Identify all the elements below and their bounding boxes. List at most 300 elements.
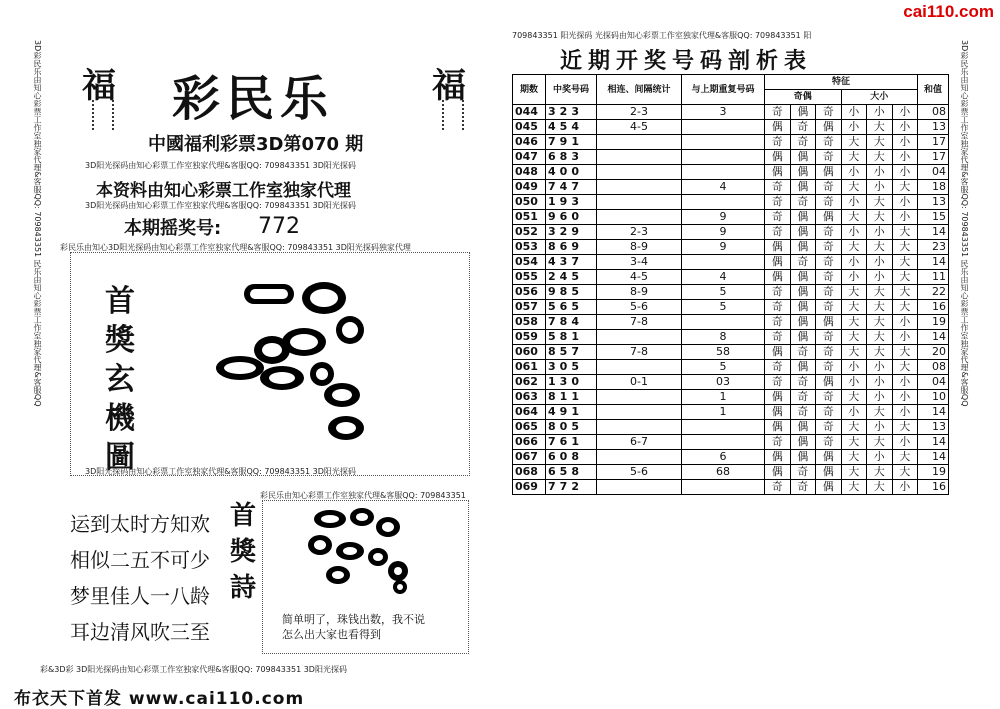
col-adjacent: 相连、间隔统计 (597, 75, 682, 105)
title-char-1: 彩 (172, 71, 227, 127)
cell-adjacent: 2-3 (597, 225, 682, 240)
cell-oe2: 偶 (816, 465, 842, 480)
cell-adjacent: 6-7 (597, 435, 682, 450)
cell-number (546, 105, 597, 120)
cell-oe1: 偶 (790, 300, 816, 315)
cell-sz1: 小 (867, 360, 893, 375)
cell-sz1: 大 (867, 120, 893, 135)
digit: 3 (548, 225, 560, 238)
cell-period: 063 (513, 390, 546, 405)
cell-sz1: 大 (867, 240, 893, 255)
cell-oe2: 奇 (816, 255, 842, 270)
digit: 5 (571, 300, 583, 313)
digit: 5 (548, 330, 560, 343)
cell-period: 061 (513, 360, 546, 375)
digit: 6 (548, 465, 560, 478)
cell-number (546, 345, 597, 360)
puzzle-char-3: 玄 (105, 362, 135, 397)
cell-number (546, 465, 597, 480)
cell-period: 046 (513, 135, 546, 150)
cell-period: 062 (513, 375, 546, 390)
footer-banner: 彩&3D彩 3D阳光探码由知心彩票工作室独家代理&客服QQ: 709843351 3D阳光探码 (40, 665, 347, 674)
side-vertical-text: 3D彩民乐由知心彩票工作室独家代理&客服QQ: 709843351 民乐由知心彩票工作室独家代理&客服QQ (33, 40, 42, 407)
cell-adjacent (597, 210, 682, 225)
cell-adjacent: 4-5 (597, 120, 682, 135)
cell-sum: 16 (918, 300, 949, 315)
cell-period: 053 (513, 240, 546, 255)
digit: 9 (571, 225, 583, 238)
digit: 8 (559, 150, 572, 163)
cell-repeat: 58 (682, 345, 765, 360)
cell-adjacent: 3-4 (597, 255, 682, 270)
cell-oe1: 奇 (790, 465, 816, 480)
cell-oe0: 偶 (765, 270, 791, 285)
digit: 3 (571, 150, 583, 163)
cell-adjacent: 5-6 (597, 300, 682, 315)
cell-sz2: 小 (892, 210, 918, 225)
cell-sz2: 小 (892, 480, 918, 495)
col-size: 大小 (841, 90, 918, 105)
cell-oe2: 奇 (816, 300, 842, 315)
cell-repeat: 5 (682, 300, 765, 315)
cell-adjacent (597, 420, 682, 435)
cell-sz0: 大 (841, 210, 867, 225)
cell-number (546, 420, 597, 435)
cell-sum: 14 (918, 225, 949, 240)
table-title: 近期开奖号码剖析表 (560, 48, 813, 74)
poem-line-4: 耳边清风吹三至 (70, 620, 210, 644)
digit: 2 (559, 105, 572, 118)
cell-oe1: 奇 (790, 405, 816, 420)
cell-oe1: 偶 (790, 360, 816, 375)
cell-sz0: 大 (841, 300, 867, 315)
cell-number (546, 405, 597, 420)
cell-sz0: 小 (841, 225, 867, 240)
digit: 0 (559, 165, 572, 178)
cell-repeat (682, 480, 765, 495)
cell-oe2: 奇 (816, 150, 842, 165)
cell-sz2: 小 (892, 390, 918, 405)
digit: 0 (571, 375, 583, 388)
cell-number (546, 255, 597, 270)
draw-number: 772 (258, 214, 300, 239)
cell-sum: 04 (918, 165, 949, 180)
digit: 7 (548, 135, 560, 148)
table-row (513, 435, 949, 450)
digit: 8 (571, 450, 583, 463)
fu-left-tassel (92, 100, 114, 130)
cell-sz0: 大 (841, 315, 867, 330)
cell-sum: 13 (918, 420, 949, 435)
cell-adjacent: 7-8 (597, 345, 682, 360)
cell-sum: 17 (918, 135, 949, 150)
cell-sz0: 小 (841, 360, 867, 375)
cell-sz1: 大 (867, 345, 893, 360)
cell-sz0: 大 (841, 285, 867, 300)
cell-sz0: 小 (841, 165, 867, 180)
poster-subtitle: 中國福利彩票3D第070 期 (148, 134, 364, 155)
cell-oe1: 奇 (790, 195, 816, 210)
table-row (513, 420, 949, 435)
cell-adjacent: 8-9 (597, 285, 682, 300)
digit: 7 (571, 345, 583, 358)
cell-repeat (682, 165, 765, 180)
cell-oe2: 偶 (816, 480, 842, 495)
cell-number (546, 330, 597, 345)
digit: 1 (548, 195, 560, 208)
digit: 1 (571, 330, 583, 343)
poem-title (226, 498, 260, 606)
cell-sum: 22 (918, 285, 949, 300)
cell-sz1: 大 (867, 435, 893, 450)
cell-sz1: 大 (867, 330, 893, 345)
banner-poem: 彩民乐由知心彩票工作室独家代理&客服QQ: 709843351 (260, 491, 466, 500)
table-row (513, 270, 949, 285)
note-line-1: 简单明了，珠钱出数，我不说 (282, 613, 425, 626)
digit: 8 (548, 420, 560, 433)
digit: 0 (559, 450, 572, 463)
cell-number (546, 480, 597, 495)
table-row (513, 165, 949, 180)
table-row (513, 225, 949, 240)
title-char-3: 乐 (280, 71, 335, 127)
agent-note: 本资料由知心彩票工作室独家代理 (96, 181, 351, 201)
cell-repeat (682, 195, 765, 210)
cell-sum: 16 (918, 480, 949, 495)
cell-period: 059 (513, 330, 546, 345)
cell-sum: 10 (918, 390, 949, 405)
cell-sz2: 小 (892, 165, 918, 180)
cell-sz1: 大 (867, 315, 893, 330)
cell-sz1: 小 (867, 165, 893, 180)
cell-sz0: 大 (841, 330, 867, 345)
digit: 5 (559, 345, 572, 358)
cell-oe0: 偶 (765, 450, 791, 465)
cell-adjacent (597, 195, 682, 210)
cell-repeat: 4 (682, 270, 765, 285)
cell-sz1: 大 (867, 150, 893, 165)
cell-repeat: 8 (682, 330, 765, 345)
cell-oe0: 奇 (765, 375, 791, 390)
digit: 6 (548, 450, 560, 463)
digit: 9 (559, 135, 572, 148)
poem-title-char-2: 獎 (229, 537, 256, 567)
cell-sz2: 大 (892, 300, 918, 315)
poem-title-char-3: 詩 (229, 573, 256, 603)
digit: 8 (559, 330, 572, 343)
title-char-2: 民 (226, 71, 281, 127)
cell-sum: 14 (918, 255, 949, 270)
cell-period: 066 (513, 435, 546, 450)
cell-repeat (682, 150, 765, 165)
digit: 2 (548, 270, 560, 283)
cell-sz1: 小 (867, 180, 893, 195)
cell-sz2: 大 (892, 345, 918, 360)
cell-repeat (682, 315, 765, 330)
cell-sz2: 小 (892, 330, 918, 345)
cell-oe1: 偶 (790, 435, 816, 450)
cell-repeat (682, 135, 765, 150)
cell-adjacent (597, 135, 682, 150)
cell-number (546, 210, 597, 225)
cell-sz1: 大 (867, 405, 893, 420)
digit: 8 (559, 315, 572, 328)
cell-oe0: 奇 (765, 435, 791, 450)
cell-adjacent: 2-3 (597, 105, 682, 120)
digit: 4 (548, 255, 560, 268)
cell-oe2: 奇 (816, 105, 842, 120)
cell-number (546, 225, 597, 240)
table-row (513, 195, 949, 210)
cell-number (546, 270, 597, 285)
col-oddeven: 奇偶 (765, 90, 842, 105)
cell-number (546, 240, 597, 255)
cell-repeat: 68 (682, 465, 765, 480)
poster-title (172, 60, 334, 129)
note-line-2: 怎么出大家也看得到 (282, 628, 381, 641)
cell-adjacent: 4-5 (597, 270, 682, 285)
digit: 7 (548, 435, 560, 448)
cell-sum: 14 (918, 450, 949, 465)
cell-repeat: 6 (682, 450, 765, 465)
cell-adjacent (597, 150, 682, 165)
cell-oe2: 偶 (816, 315, 842, 330)
cell-sz1: 小 (867, 255, 893, 270)
cell-oe0: 奇 (765, 180, 791, 195)
cell-repeat: 1 (682, 405, 765, 420)
digit: 4 (548, 165, 560, 178)
table-row (513, 315, 949, 330)
digit: 0 (559, 420, 572, 433)
digit: 7 (559, 480, 572, 493)
cell-sz2: 大 (892, 450, 918, 465)
cell-oe0: 偶 (765, 150, 791, 165)
cell-oe0: 偶 (765, 165, 791, 180)
digit: 0 (571, 210, 583, 223)
digit: 1 (571, 135, 583, 148)
banner-mid: 彩民乐由知心3D阳光探码由知心彩票工作室独家代理&客服QQ: 709843351 3D阳光探码独家代理 (60, 243, 411, 252)
digit: 3 (548, 360, 560, 373)
digit: 3 (571, 195, 583, 208)
cell-period: 057 (513, 300, 546, 315)
cell-sz1: 大 (867, 465, 893, 480)
cell-repeat: 5 (682, 285, 765, 300)
cell-number (546, 180, 597, 195)
col-number: 中奖号码 (546, 75, 597, 105)
cell-sum: 14 (918, 330, 949, 345)
digit: 7 (548, 480, 560, 493)
cell-oe0: 奇 (765, 135, 791, 150)
digit: 6 (559, 210, 572, 223)
cell-sum: 08 (918, 360, 949, 375)
cell-oe1: 偶 (790, 270, 816, 285)
cell-sz1: 小 (867, 225, 893, 240)
cell-adjacent (597, 480, 682, 495)
cell-period: 065 (513, 420, 546, 435)
table-row (513, 450, 949, 465)
cell-sz2: 大 (892, 465, 918, 480)
col-repeat: 与上期重复号码 (682, 75, 765, 105)
cell-oe1: 偶 (790, 450, 816, 465)
cell-number (546, 165, 597, 180)
cell-sz2: 小 (892, 315, 918, 330)
digit: 1 (571, 390, 583, 403)
cell-period: 064 (513, 405, 546, 420)
cell-oe0: 偶 (765, 120, 791, 135)
cell-period: 052 (513, 225, 546, 240)
poem-title-char-1: 首 (229, 501, 256, 531)
cell-repeat (682, 435, 765, 450)
cell-sz1: 小 (867, 450, 893, 465)
cell-oe0: 奇 (765, 105, 791, 120)
digit: 6 (559, 240, 572, 253)
digit: 4 (548, 405, 560, 418)
cell-repeat: 9 (682, 240, 765, 255)
table-row (513, 390, 949, 405)
cell-oe0: 偶 (765, 465, 791, 480)
cell-period: 048 (513, 165, 546, 180)
cell-oe1: 奇 (790, 345, 816, 360)
cell-period: 049 (513, 180, 546, 195)
cell-oe2: 奇 (816, 420, 842, 435)
cell-number (546, 390, 597, 405)
cell-sum: 13 (918, 195, 949, 210)
table-row (513, 240, 949, 255)
poem-line-2: 相似二五不可少 (70, 548, 210, 572)
cell-sz0: 大 (841, 135, 867, 150)
poem (70, 506, 210, 650)
cell-number (546, 315, 597, 330)
cell-sz2: 小 (892, 105, 918, 120)
coin-picture (300, 505, 420, 595)
cell-sz1: 大 (867, 480, 893, 495)
cell-oe0: 偶 (765, 255, 791, 270)
cell-oe0: 偶 (765, 345, 791, 360)
cell-sz2: 大 (892, 180, 918, 195)
cell-sz1: 大 (867, 300, 893, 315)
cell-oe0: 奇 (765, 210, 791, 225)
digit: 0 (571, 165, 583, 178)
cell-oe2: 偶 (816, 375, 842, 390)
digit: 8 (548, 240, 560, 253)
table-row (513, 405, 949, 420)
cell-adjacent (597, 330, 682, 345)
digit: 5 (548, 300, 560, 313)
cell-number (546, 135, 597, 150)
cell-oe1: 偶 (790, 105, 816, 120)
cell-oe0: 奇 (765, 195, 791, 210)
cell-sz2: 小 (892, 405, 918, 420)
cell-period: 055 (513, 270, 546, 285)
cell-oe0: 奇 (765, 300, 791, 315)
digit: 8 (559, 285, 572, 298)
cell-oe2: 奇 (816, 270, 842, 285)
cell-oe1: 偶 (790, 285, 816, 300)
fu-right: 福 (432, 66, 466, 106)
digit: 5 (559, 465, 572, 478)
cell-sz2: 大 (892, 285, 918, 300)
cell-sum: 19 (918, 465, 949, 480)
left-poster (0, 0, 495, 707)
cell-oe2: 奇 (816, 360, 842, 375)
poem-line-1: 运到太时方知欢 (70, 512, 210, 536)
cell-period: 058 (513, 315, 546, 330)
cell-number (546, 375, 597, 390)
cell-repeat (682, 420, 765, 435)
table-row (513, 465, 949, 480)
puzzle-picture (200, 270, 370, 450)
cell-repeat (682, 120, 765, 135)
table-row (513, 300, 949, 315)
cell-adjacent (597, 450, 682, 465)
cell-adjacent (597, 390, 682, 405)
cell-oe2: 奇 (816, 405, 842, 420)
cell-period: 068 (513, 465, 546, 480)
digit: 3 (559, 255, 572, 268)
digit: 5 (559, 120, 572, 133)
cell-sz0: 小 (841, 195, 867, 210)
cell-oe1: 奇 (790, 120, 816, 135)
digit: 1 (559, 390, 572, 403)
cell-sum: 08 (918, 105, 949, 120)
digit: 8 (548, 390, 560, 403)
cell-oe1: 奇 (790, 480, 816, 495)
cell-sz0: 大 (841, 240, 867, 255)
cell-sum: 15 (918, 210, 949, 225)
cell-repeat: 9 (682, 225, 765, 240)
cell-oe2: 偶 (816, 210, 842, 225)
cell-sz1: 大 (867, 135, 893, 150)
cell-sz1: 大 (867, 195, 893, 210)
poem-line-3: 梦里佳人一八龄 (70, 584, 210, 608)
cell-sz2: 大 (892, 255, 918, 270)
digit: 4 (571, 315, 583, 328)
cell-oe0: 偶 (765, 420, 791, 435)
digit: 3 (571, 105, 583, 118)
cell-sz0: 小 (841, 255, 867, 270)
digit: 3 (559, 375, 572, 388)
cell-repeat: 3 (682, 105, 765, 120)
cell-oe2: 奇 (816, 435, 842, 450)
cell-sum: 20 (918, 345, 949, 360)
cell-sum: 04 (918, 375, 949, 390)
cell-sz0: 小 (841, 375, 867, 390)
puzzle-char-2: 獎 (105, 323, 135, 358)
draw-label: 本期摇奖号: (124, 218, 222, 239)
cell-oe1: 偶 (790, 240, 816, 255)
right-vertical-text: 3D彩民乐由知心彩票工作室独家代理&客服QQ: 709843351 民乐由知心彩票工作室独家代理&客服QQ (960, 40, 969, 407)
puzzle-title (100, 282, 140, 477)
cell-sz1: 小 (867, 105, 893, 120)
cell-oe0: 偶 (765, 405, 791, 420)
digit: 4 (548, 120, 560, 133)
cell-sz1: 小 (867, 270, 893, 285)
digit: 3 (548, 105, 560, 118)
cell-sz1: 大 (867, 210, 893, 225)
digit: 6 (559, 435, 572, 448)
digit: 0 (559, 360, 572, 373)
cell-sz1: 大 (867, 285, 893, 300)
cell-sum: 17 (918, 150, 949, 165)
cell-adjacent (597, 405, 682, 420)
banner-second: 3D阳光探码由知心彩票工作室独家代理&客服QQ: 709843351 3D阳光探码 (85, 201, 356, 210)
cell-period: 045 (513, 120, 546, 135)
cell-oe2: 奇 (816, 135, 842, 150)
digit: 7 (571, 180, 583, 193)
table-row (513, 150, 949, 165)
table-row (513, 330, 949, 345)
cell-sum: 23 (918, 240, 949, 255)
